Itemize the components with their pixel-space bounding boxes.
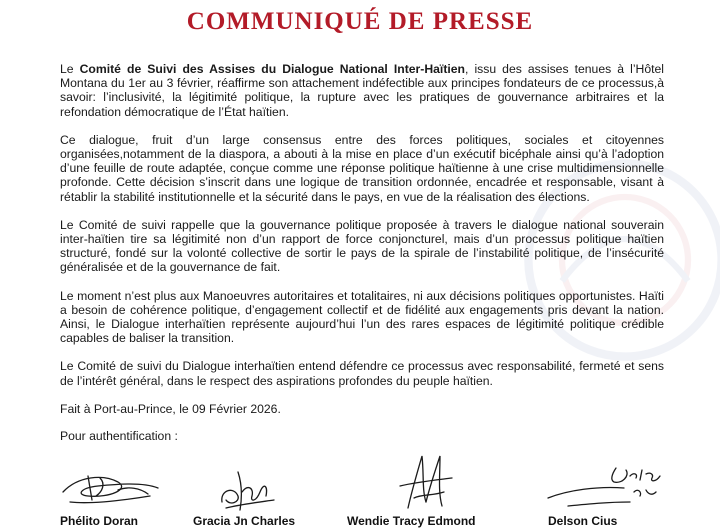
signature-4	[538, 462, 668, 516]
communique-body	[60, 62, 664, 443]
signature-1	[58, 462, 168, 514]
signatory-name-3: Wendie Tracy Edmond	[347, 514, 476, 528]
committee-name: Comité de Suivi des Assises du Dialogue National Inter-Haïtien	[79, 62, 465, 76]
signatory-name-4: Delson Cius	[548, 514, 618, 528]
paragraph-1-start: Le	[60, 62, 80, 76]
signatory-name-1: Phélito Doran	[60, 514, 139, 528]
paragraph-4: Le moment n’est plus aux Manoeuvres autoritaires et totalitaires, ni aux décisions politiques opportunistes. Haïti a besoin de cohérence politique, d’engagement collectif et de fidélité aux engagements pris devant la nation. Ainsi, le Dialogue interhaïtien représente aujourd’hui l’un des rares espaces de légitimité politique crédible capables de baliser la transition.	[60, 288, 664, 346]
signature-2	[212, 462, 282, 518]
paragraph-1	[60, 62, 664, 119]
paragraph-3: Le Comité de suivi rappelle que la gouvernance politique proposée à travers le dialogue national souverain inter-haïtien tire sa légitimité non d’un rapport de force conjoncturel, mais d’un processus politique haïtien structuré, fondé sur la volonté collective de sortir le pays de la spirale de l’instabilité politique, de l’insécurité généralisée et de la gouvernance de fait.	[60, 217, 664, 275]
authentication-label: Pour authentification :	[60, 429, 178, 444]
paragraph-2: Ce dialogue, fruit d’un large consensus entre des forces politiques, sociales et citoyennes organisées,notamment de la diaspora, a abouti à la mise en place d’un exécutif bicéphale ainsi qu’à l’adoption d’une feuille de route adaptée, conçue comme une réponse politique haïtienne à une crise multidimensionnelle profonde. Cette décision s’inscrit dans une logique de transition ordonnée, encadrée et responsable, visant à rétablir la stabilité institutionnelle et la sécurité dans le pays, en vue de la réalisation des élections.	[60, 132, 664, 204]
paragraph-1-rest: , issu des assises tenues à l’Hôtel Montana du 1er au 3 février, réaffirme son attachement indéfectible aux principes fondateurs de ce processus,à savoir: l’inclusivité, la légitimité politique, la rupture avec les pratiques de gouvernance arbitraires et la refondation démocratique de l’État haïtien.	[60, 62, 664, 119]
paragraph-5: Le Comité de suivi du Dialogue interhaïtien entend défendre ce processus avec responsabilité, fermeté et sens de l’intérêt général, dans le respect des aspirations profondes du peuple haïtien.	[60, 359, 664, 388]
signatory-name-2: Gracia Jn Charles	[193, 514, 296, 528]
signature-3	[392, 450, 462, 516]
place-and-date: Fait à Port-au-Prince, le 09 Février 2026.	[60, 401, 281, 416]
page-title: COMMUNIQUÉ DE PRESSE	[186, 8, 534, 35]
